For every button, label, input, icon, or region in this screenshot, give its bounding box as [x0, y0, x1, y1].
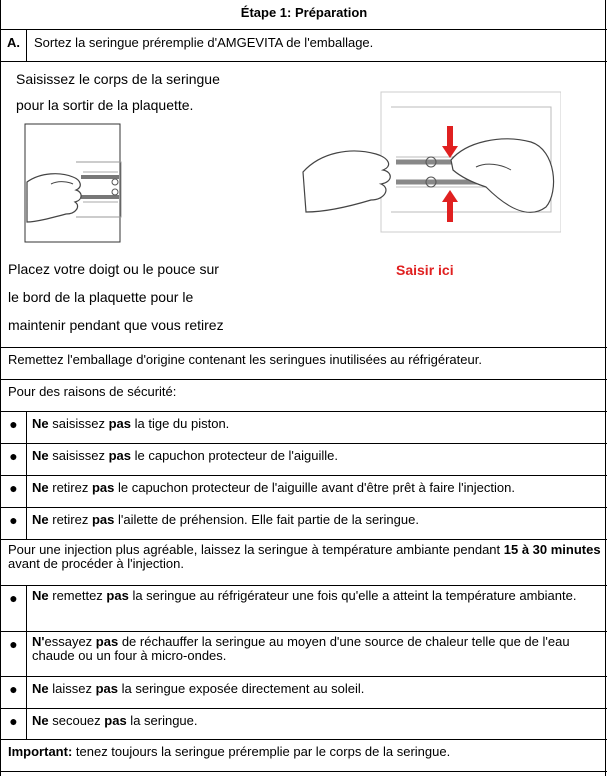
safety-item-text: Ne saisissez pas le capuchon protecteur de l'aiguille. [32, 448, 339, 463]
return-note: Remettez l'emballage d'origine contenant les seringues inutilisées au réfrigérateur. [1, 348, 607, 380]
illustration-row [1, 62, 607, 348]
step-a-text: Sortez la seringue préremplie d'AMGEVITA de l'emballage. [34, 35, 374, 50]
safety-item [1, 444, 607, 476]
comfort-item-text: N'essayez pas de réchauffer la seringue au moyen d'une source de chaleur telle que de l'eau chaude ou un four à micro-ondes. [32, 634, 570, 663]
step-a-row [1, 30, 607, 62]
bullet-icon: ● [1, 412, 27, 443]
safety-item [1, 508, 607, 540]
bullet-icon: ● [1, 709, 27, 739]
instruction-line: Saisissez le corps de la seringue [16, 71, 220, 87]
bullet-icon: ● [1, 586, 27, 631]
grab-here-label: Saisir ici [396, 262, 454, 278]
safety-intro: Pour des raisons de sécurité: [1, 380, 607, 412]
instruction-line: Placez votre doigt ou le pouce sur [8, 261, 219, 277]
safety-item [1, 412, 607, 444]
bullet-icon: ● [1, 508, 27, 539]
instruction-line: pour la sortir de la plaquette. [16, 97, 194, 113]
bullet-icon: ● [1, 476, 27, 507]
important-note: Important: tenez toujours la seringue préremplie par le corps de la seringue. [1, 740, 607, 772]
safety-item-text: Ne retirez pas le capuchon protecteur de l'aiguille avant d'être prêt à faire l'injection. [32, 480, 515, 495]
blister-hand-illustration [21, 122, 141, 247]
instruction-line: le bord de la plaquette pour le [8, 289, 194, 305]
step-letter: A. [1, 30, 27, 61]
comfort-item-text: Ne remettez pas la seringue au réfrigérateur une fois qu'elle a atteint la température ambiante. [32, 588, 577, 603]
comfort-note: Pour une injection plus agréable, laissez la seringue à température ambiante pendant 15 à 30 minutes avant de procéder à l'injection. [1, 540, 607, 586]
bullet-icon: ● [1, 444, 27, 475]
comfort-item [1, 586, 607, 632]
bullet-icon: ● [1, 677, 27, 708]
syringe-grab-illustration [301, 82, 561, 272]
safety-item [1, 476, 607, 508]
comfort-item-text: Ne secouez pas la seringue. [32, 713, 198, 728]
comfort-item [1, 677, 607, 709]
step-title: Étape 1: Préparation [1, 0, 607, 30]
comfort-item [1, 709, 607, 740]
comfort-item-text: Ne laissez pas la seringue exposée directement au soleil. [32, 681, 365, 696]
bullet-icon: ● [1, 632, 27, 676]
safety-item-text: Ne retirez pas l'ailette de préhension. Elle fait partie de la seringue. [32, 512, 419, 527]
comfort-item [1, 632, 607, 677]
safety-item-text: Ne saisissez pas la tige du piston. [32, 416, 230, 431]
instruction-line: maintenir pendant que vous retirez [8, 317, 224, 333]
